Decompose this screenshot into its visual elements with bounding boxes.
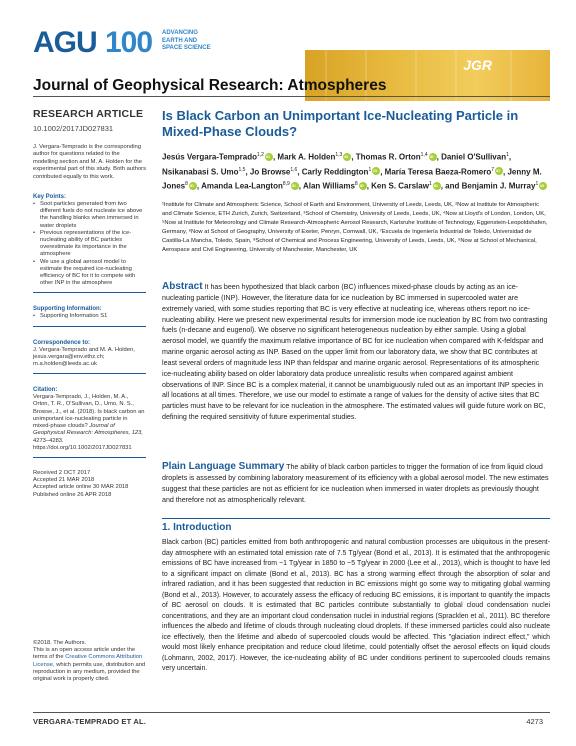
abstract-heading: Abstract [162,281,203,292]
footer-rule [33,712,550,713]
abstract [162,282,550,423]
orcid-icon[interactable] [433,182,441,190]
running-footer: VERGARA-TEMPRADO ET AL. [33,717,147,726]
citation-text [33,394,146,452]
copyright-line: ©2018. The Authors. [33,640,87,646]
logo-agu-text: AGU [33,26,97,59]
header-rule [33,96,550,97]
author-name[interactable]: Benjamin J. Murray [461,181,536,191]
sidebar-divider [33,373,146,374]
article-header [162,108,550,254]
orcid-icon[interactable] [265,153,273,161]
citation-doi[interactable]: 4273–4283. https://doi.org/10.1002/2017JD027831 [33,437,132,451]
author-affil: 1 [428,181,432,188]
logo-tagline-line: ADVANCING [162,30,198,36]
orcid-icon[interactable] [189,182,197,190]
article-title: Is Black Carbon an Unimportant Ice-Nucleating Particle in Mixed-Phase Clouds? [162,108,519,139]
date-published: Published online 26 APR 2018 [33,491,112,498]
author-name[interactable]: Jenny M. Jones [162,167,542,191]
author-affil: 8 [354,181,358,188]
date-accepted: Accepted 21 MAR 2018 [33,477,95,484]
key-point: • Soot particles generated from two different fuels do not nucleate ice above the handling blanks when immersed in water droplets [33,201,146,230]
correspondence-text[interactable]: J. Vergara-Temprado and M. A. Holden, jesus.vergara@env.ethz.ch; m.a.holden@leeds.ac.uk [33,346,135,368]
key-points-list [33,201,146,287]
orcid-icon[interactable] [495,167,503,175]
sidebar-divider [33,292,146,293]
author-name[interactable]: Mark A. Holden [277,152,336,162]
copyright-notice [33,640,146,683]
article-type: RESEARCH ARTICLE [33,108,144,120]
citation-authors-title: Vergara-Temprado, J., Holden, M. A., Orton, T. R., O'Sullivan, D., Umo, N. S., Browse, J., et al. (2018). Is black carbon an unimportant ice-nucleating particle in mixed-phase clouds? [33,394,145,430]
page-number: 4273 [526,717,543,726]
author-affil: 1,2 [257,152,264,158]
affiliations: ¹Institute for Climate and Atmospheric Science, School of Earth and Environment, University of Leeds, Leeds, UK, ²Now at Institute for Atmospheric and Climate Science, ETH Zurich, Zurich, Switzerland, ³School of Chemistry, University of Leeds, Leeds, UK, ⁴Now at Lloyd's of London, London, UK, ⁵Now at Institute for Meteorology and Climate Research-Atmospheric Aerosol Research, Karlsruhe Institute of Technology, Eggenstein-Leopoldshafen, Germany, ⁶Now at School of Geography, University of Exeter, Penryn, Cornwall, UK, ⁷Escuela de Ingeniería Industrial de Toledo, Universidad de Castilla-La Mancha, Toledo, Spain, ⁸School of Chemical and Process Engineering, University of Leeds, Leeds, UK, ⁹Now at School of Mechanical, Aerospace and Civil Engineering, University of Manchester, Manchester, UK [162,201,548,253]
left-sidebar [33,108,146,499]
key-point: • We use a global aerosol model to estimate the required ice-nucleating efficiency of BC for it to compete with other INP in the atmosphere [33,259,146,288]
author-affil: 8 [185,181,188,188]
author-name[interactable]: Alan Williams [302,181,355,191]
author-affil: 1 [535,181,539,188]
license-text: This is an open access article under the terms of the [33,647,136,661]
date-received: Received 2 OCT 2017 [33,469,91,476]
abstract-text: It has been hypothesized that black carbon (BC) influences mixed-phase clouds by acting as an ice-nucleating particle (INP). However, the literature data for ice nucleation by BC immersed in supercooled water are extremely varied, with some studies reporting that BC is very effective at nucleating ice, whereas others report no ice-nucleating ability. Here we present new experimental results for immersion mode ice nucleation by BC from two contrasting fuels (n-decane and eugenol). We observe no significant heterogeneous nucleation by either sample. Using a global aerosol model, we quantify the maximum relative importance of BC for ice nucleation when compared with K-feldspar and marine organic aerosol acting as INP. Based on the upper limit from our laboratory data, we show that BC contributes at least several orders of magnitude less INP than feldspar and marine organic aerosol. Representations of its atmospheric ice-nucleating ability based on older laboratory data produce unrealistic results when compared against ambient observations of INP. Since BC is a complex material, it cannot be unambiguously ruled out as an important INP species in all locations at all times. Therefore, we use our model to estimate a range of values for the density of active sites that BC particles must have to be relevant for ice nucleation in the atmosphere. The estimated values will guide future work on BC, defining the required sensitivity of future experimental studies. [162,283,548,422]
section-divider [162,518,550,519]
author-affil: 8,9 [282,181,290,188]
author-affil: 1,5 [238,166,246,173]
journal-title: Journal of Geophysical Research: Atmospheres [33,77,387,94]
orcid-icon[interactable] [343,153,351,161]
license-terms: which permits use, distribution and reproduction in any medium, provided the original work is properly cited. [33,661,146,683]
supporting-info-link[interactable]: • Supporting Information S1 [33,313,146,320]
article-dates [33,470,146,499]
introduction-text: Black carbon (BC) particles emitted from both anthropogenic and natural combustion processes are ubiquitous in the present-day atmosphere with an estimated total emission rate of 7.5 Tg/year (Bond et al., 2013). It is estimated that the anthropogenic emissions of BC have increased from ~1 Tg/year in 1850 to ~5 Tg/year in 2000 (Lee et al., 2013), which is thought to have led to a significant impact on climate (Bond et al., 2013). BC has a strong warming effect through the absorption of solar and infrared radiation, and it has been suggested that reduction in BC emissions might go some way to mitigating global warming (Bond et al., 2013). However, to accurately assess the efficacy of reducing BC emissions, it is important to quantify the impacts of BC aerosol on clouds. It is estimated that BC particles contribute substantially to global cloud condensation nuclei concentrations, and they are an important cloud condensation nuclei in industrial regions (Spracklen et al., 2011). BC therefore influences the albedo and lifetime of clouds through nucleating cloud droplets. If these immersed particles could also nucleate ice effectively, then the lifetime and albedo of supercooled clouds would be affected. This "glaciation indirect effect," which would most likely enhance precipitation and reduce cloud lifetime, could potentially offset the aerosol effects on liquid clouds (Lohmann, 2002, 2017). However, the ice-nucleating ability of BC under conditions pertinent to supercooled clouds remains very uncertain. [162,539,550,672]
supporting-info-list [33,313,146,320]
supporting-info-heading: Supporting Information: [33,306,102,313]
pls-heading: Plain Language Summary [162,461,285,472]
correspondence-heading: Correspondence to: [33,339,91,346]
logo-tagline [162,30,242,53]
author-name[interactable]: María Teresa Baeza-Romero [384,167,492,177]
pls-text: The ability of black carbon particles to trigger the formation of ice from liquid cloud droplets is assessed by combining laboratory measurement of its efficiency with a global aerosol model. The new estimates suggest that these particles are not as efficient for ice nucleation when immersed in water droplets as previously thought and therefore not as atmospherically relevant. [162,463,549,504]
plain-language-summary [162,462,550,505]
orcid-icon[interactable] [539,182,547,190]
author-affil: 1 [368,166,372,173]
cc-license-link[interactable]: Creative Commons Attribution License, [33,654,143,668]
author-name[interactable]: Amanda Lea-Langton [201,181,283,191]
section-heading: 1. Introduction [162,522,232,533]
author-name[interactable]: Daniel O'Sullivan [441,152,507,162]
doi-link[interactable]: 10.1002/2017JD027831 [33,124,114,133]
sidebar-divider [33,326,146,327]
logo-100-text: 100 [105,26,153,59]
author-affil: 1,6 [290,166,298,173]
author-affil: 7 [491,166,495,173]
author-name[interactable]: Nsikanabasi S. Umo [162,167,239,177]
author-name[interactable]: Ken S. Carslaw [371,181,429,191]
author-name[interactable]: Jesús Vergara-Temprado [162,152,258,162]
orcid-icon[interactable] [291,182,299,190]
citation-journal: Journal of Geophysical Research: Atmospheres, 123, [33,423,143,437]
logo-tagline-line: SPACE SCIENCE [162,45,211,51]
key-point: • Previous representations of the ice-nucleating ability of BC particles overestimate its importance in the atmosphere [33,230,146,259]
author-affil: 1,4 [420,152,428,158]
author-note: J. Vergara-Temprado is the corresponding author for questions related to the modelling section and M. A. Holden for the experimental part of this study. Both authors contributed equally to this work. [33,144,146,180]
author-name[interactable]: Thomas R. Orton [355,152,421,162]
date-accepted-online: Accepted article online 30 MAR 2018 [33,484,129,491]
citation-heading: Citation: [33,387,58,394]
orcid-icon[interactable] [359,182,367,190]
orcid-icon[interactable] [372,167,380,175]
author-list: Jesús Vergara-Temprado$^{1,2}$iD , Mark A. Holden$^{1,3}$iD , Thomas R. Orton$^{1,4}$iD , Daniel O'Sullivan$^1$, Nsikanabasi S. Umo$^{1,5}$, Jo Browse$^{1,6}$, Carly Reddington$^1$iD , María Teresa Baeza-Romero$^7$iD , Jenny M. Jones$^8$iD , Amanda Lea-Langton$^{8,9}$iD , Alan Williams$^8$iD , Ken S. Carslaw$^1$iD , and Benjamin J. Murray$^1$iD [162,149,550,193]
orcid-icon[interactable] [429,153,437,161]
key-points-heading: Key Points: [33,194,67,201]
author-name[interactable]: Jo Browse [249,167,291,177]
author-name[interactable]: Carly Reddington [301,167,369,177]
author-affil: 1 [506,152,509,158]
author-affil: 1,3 [335,152,343,158]
jgr-banner-label: JGR [463,57,492,73]
sidebar-divider [33,457,146,458]
logo-tagline-line: EARTH AND [162,37,198,44]
